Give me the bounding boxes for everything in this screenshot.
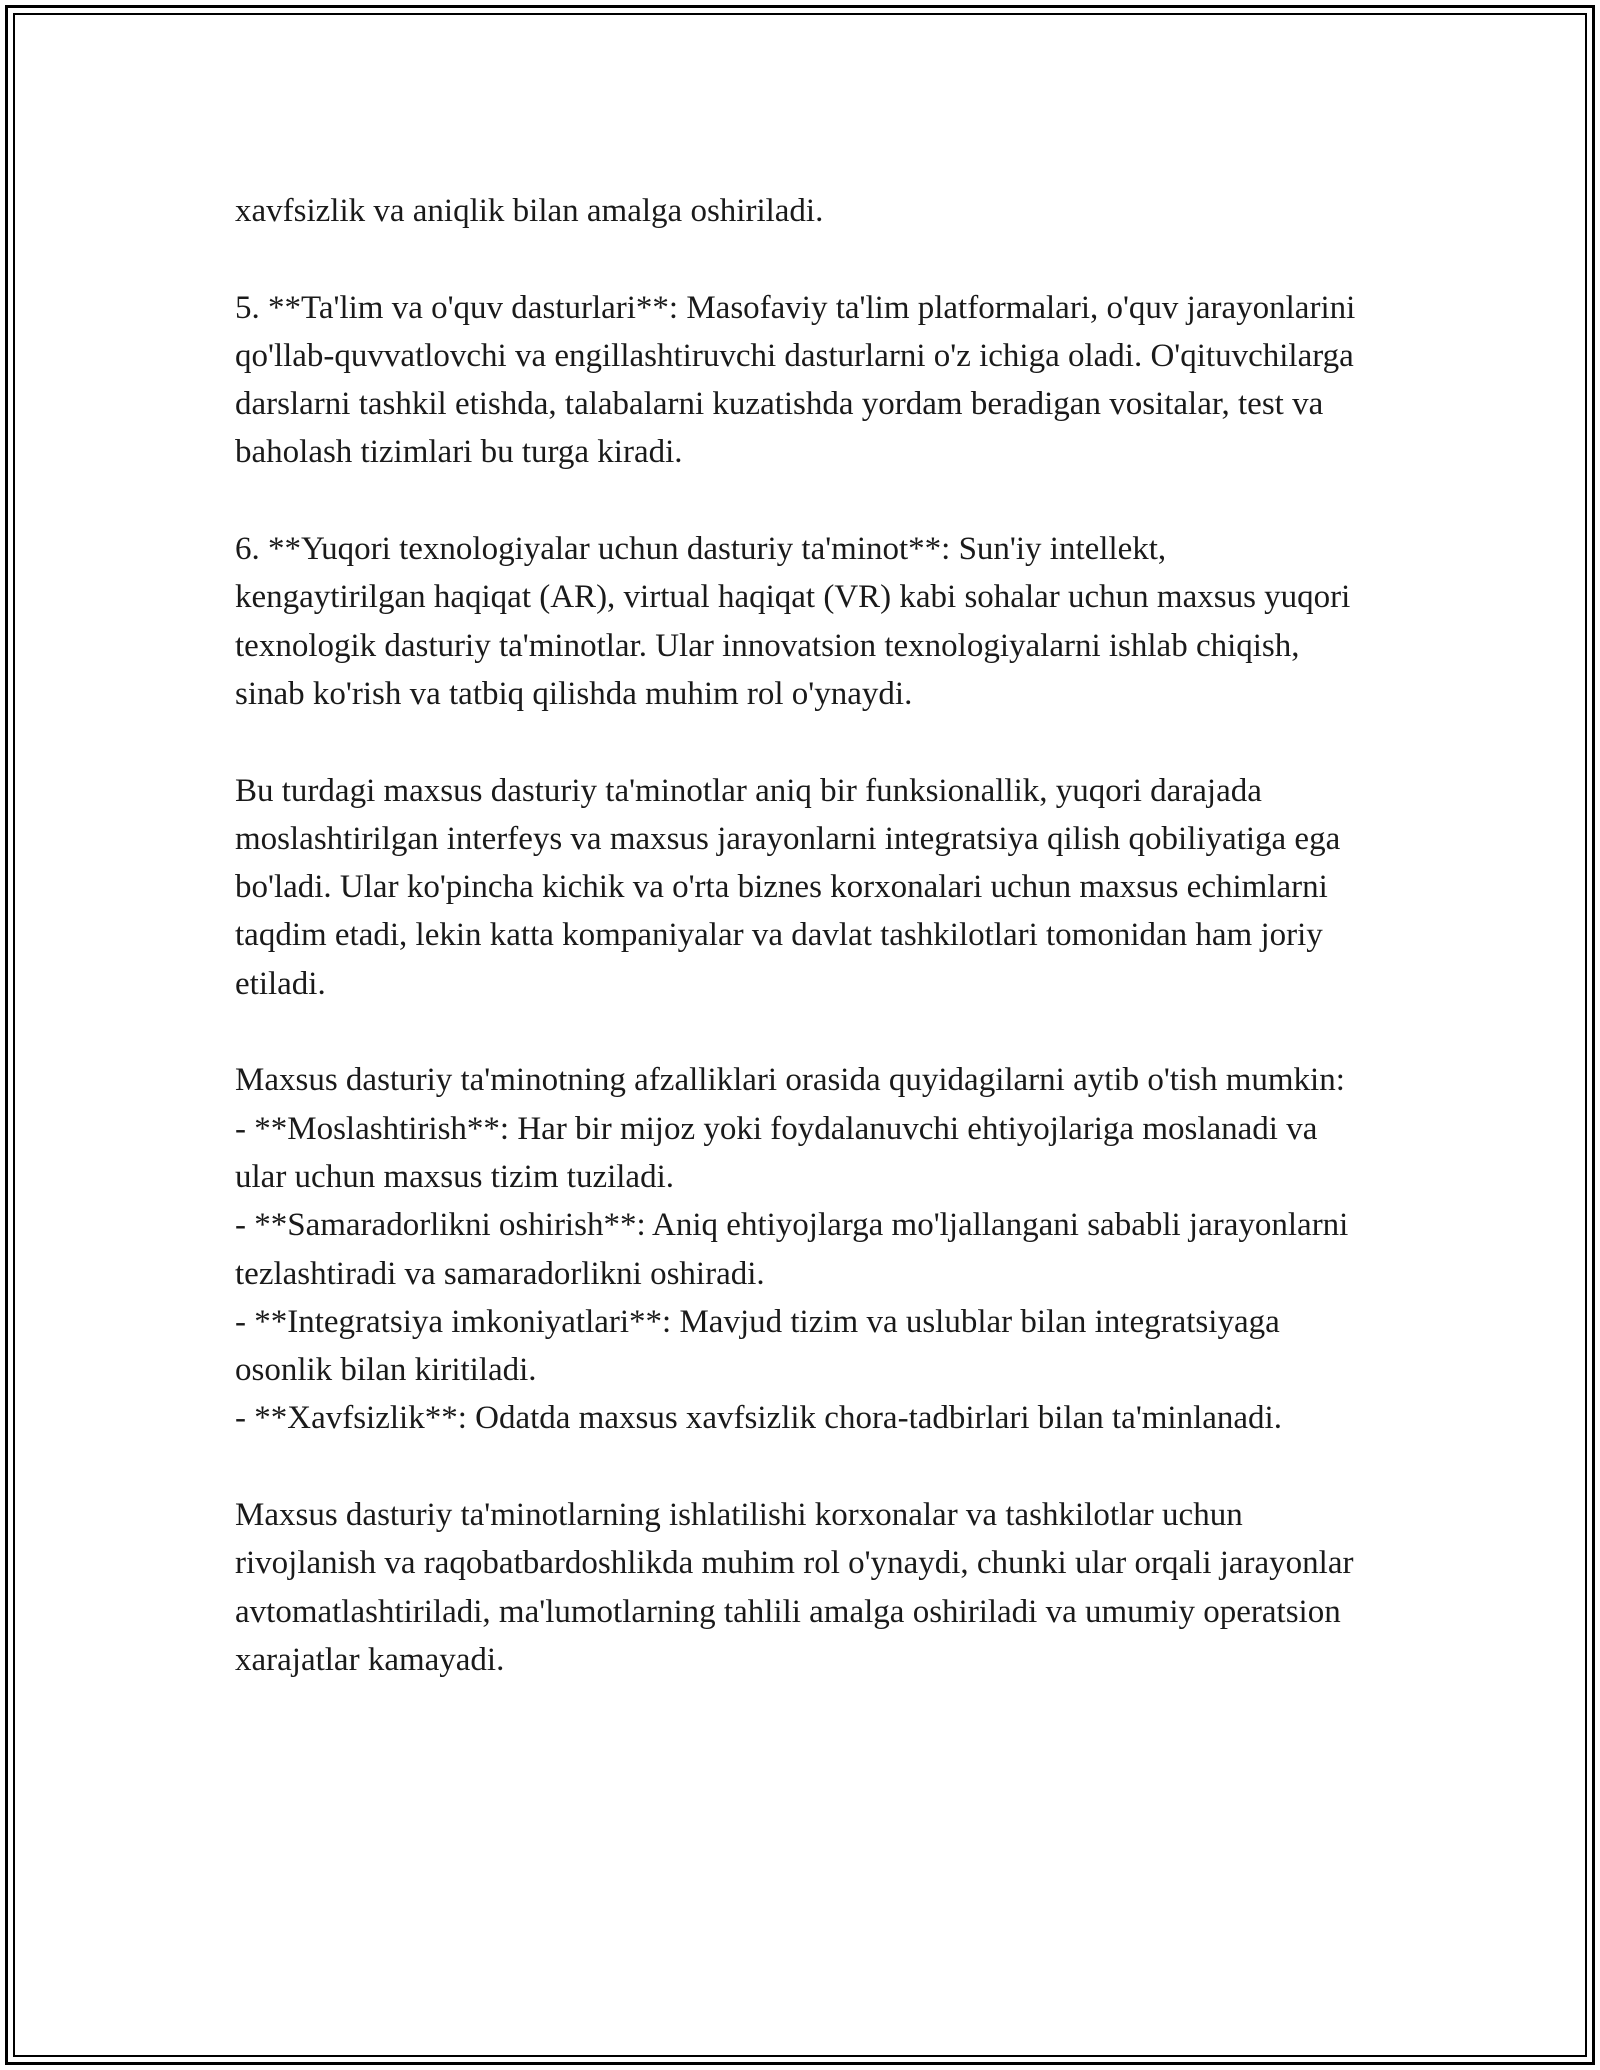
paragraph-continuation: xavfsizlik va aniqlik bilan amalga oshiriladi. [235,193,824,229]
paragraph-custom-software-features: Bu turdagi maxsus dasturiy ta'minotlar aniq bir funksionallik, yuqori darajada moslashtirilgan interfeys va maxsus jarayonlarni integratsiya qilish qobiliyatiga ega bo'ladi. Ular ko'pincha kichik va o'rta biznes korxonalari uchun maxsus echimlarni taqdim etadi, lekin katta kompaniyalar va davlat tashkilotlari tomonidan ham joriy etiladi. [235,772,1341,1002]
document-body [235,187,1365,1684]
advantage-item-customization: - **Moslashtirish**: Har bir mijoz yoki foydalanuvchi ehtiyojlariga moslanadi va ular uchun maxsus tizim tuziladi. [235,1110,1318,1195]
paragraph-conclusion: Maxsus dasturiy ta'minotlarning ishlatilishi korxonalar va tashkilotlar uchun rivojlanish va raqobatbardoshlikda muhim rol o'ynaydi, chunki ular orqali jarayonlar avtomatlashtiriladi, ma'lumotlarning tahlili amalga oshiriladi va umumiy operatsion xarajatlar kamayadi. [235,1497,1354,1678]
advantages-section [235,1056,1365,1442]
paragraph-item-6-high-tech-software: 6. **Yuqori texnologiyalar uchun dasturiy ta'minot**: Sun'iy intellekt, kengaytirilgan haqiqat (AR), virtual haqiqat (VR) kabi sohalar uchun maxsus yuqori texnologik dasturiy ta'minotlar. Ular innovatsion texnologiyalarni ishlab chiqish, sinab ko'rish va tatbiq qilishda muhim rol o'ynaydi. [235,531,1351,712]
advantage-item-integration: - **Integratsiya imkoniyatlari**: Mavjud tizim va uslublar bilan integratsiyaga osonlik bilan kiritiladi. [235,1303,1280,1389]
paragraph-item-5-education-software: 5. **Ta'lim va o'quv dasturlari**: Masofaviy ta'lim platformalari, o'quv jarayonlarini qo'llab-quvvatlovchi va engillashtiruvchi dasturlarni o'z ichiga oladi. O'qituvchilarga darslarni tashkil etishda, talabalarni kuzatishda yordam beradigan vositalar, test va baholash tizimlari bu turga kiradi. [235,289,1356,471]
advantage-item-efficiency: - **Samaradorlikni oshirish**: Aniq ehtiyojlarga mo'ljallangani sababli jarayonlarni tezlashtiradi va samaradorlikni oshiradi. [235,1207,1349,1292]
advantages-intro: Maxsus dasturiy ta'minotning afzalliklari orasida quyidagilarni aytib o'tish mumkin: [235,1062,1345,1099]
advantage-item-security: - **Xavfsizlik**: Odatda maxsus xavfsizlik chora-tadbirlari bilan ta'minlanadi. [235,1400,1282,1437]
